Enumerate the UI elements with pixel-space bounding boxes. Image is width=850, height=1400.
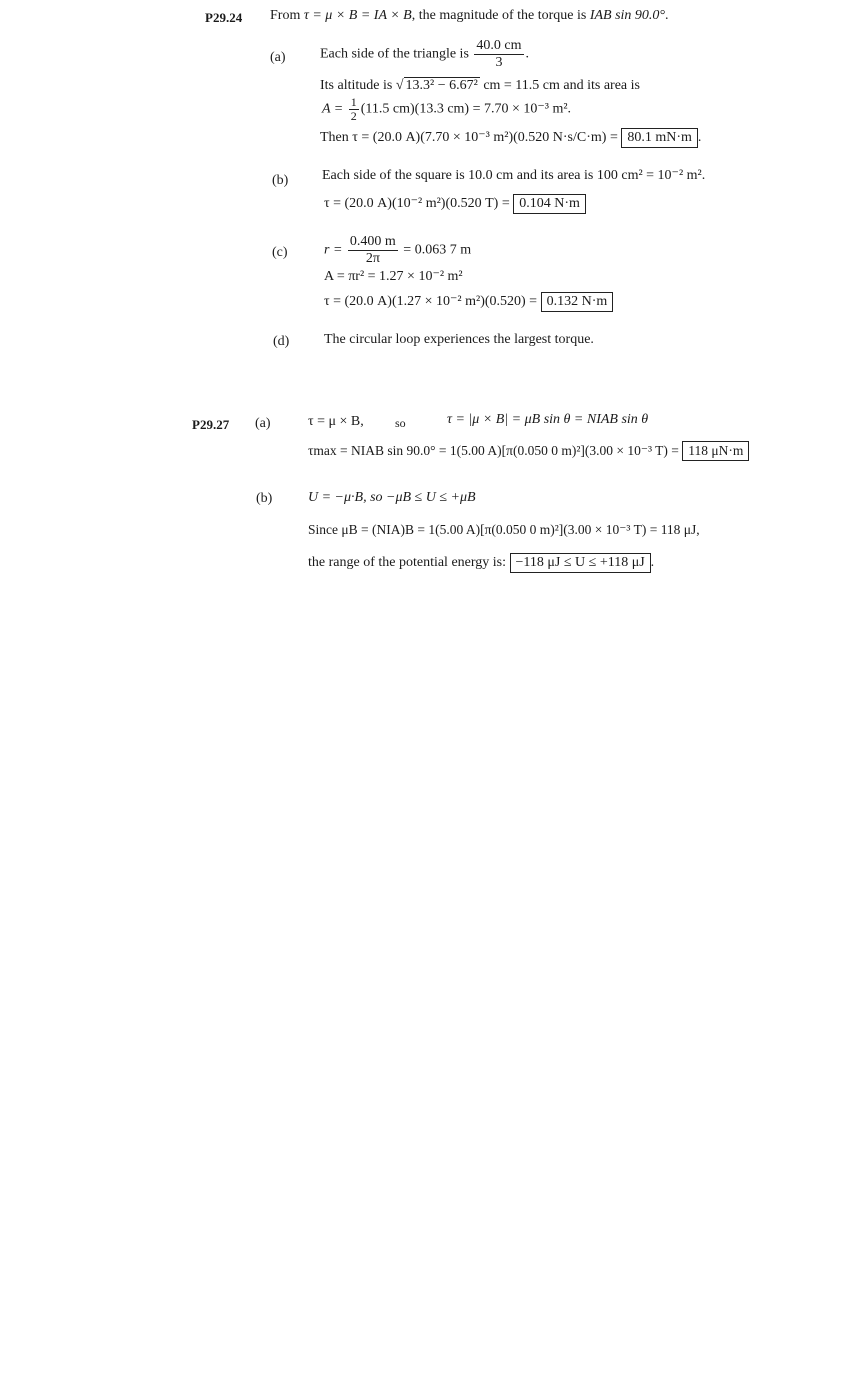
p2924-c-line1-lhs: r = — [324, 242, 346, 258]
p2927-a-line1-left: τ = μ × B, — [308, 414, 364, 429]
p2924-c-line2: A = πr² = 1.27 × 10⁻² m² — [324, 269, 463, 284]
p2924-part-c-label: (c) — [272, 245, 288, 260]
p2924-b-answer-box: 0.104 N·m — [513, 194, 586, 214]
p2927-a-line2 — [308, 441, 749, 461]
p2924-a-line2 — [320, 76, 640, 96]
p2924-intro-eq: τ = μ × B = IA × B — [303, 8, 412, 23]
p2924-c-line1-rhs: = 0.063 7 m — [399, 242, 472, 258]
p2927-a-line1-right: τ = |μ × B| = μB sin θ = NIAB sin θ — [447, 412, 649, 427]
p2924-a-line1 — [320, 38, 529, 71]
p2924-a-line4-end: . — [697, 130, 702, 145]
p2924-a-line1-fraction — [474, 38, 523, 71]
p2927-a-line2-pre: τmax = NIAB sin 90.0° = 1(5.00 A)[π(0.050 0 m)²](3.00 × 10⁻³ T) = — [308, 443, 683, 458]
p2924-a-line1-numerator: 40.0 cm — [476, 38, 522, 53]
p2927-b-line2: Since μB = (NIA)B = 1(5.00 A)[π(0.050 0 m)²](3.00 × 10⁻³ T) = 118 μJ, — [308, 522, 700, 537]
p2924-a-line2-pre: Its altitude is — [320, 78, 396, 93]
p2924-intro-expr: IAB sin 90.0° — [589, 8, 666, 23]
p2924-a-answer-box: 80.1 mN·m — [621, 128, 698, 148]
p2924-b-line1: Each side of the square is 10.0 cm and its area is 100 cm² = 10⁻² m². — [322, 168, 706, 183]
p2924-a-line1-text: Each side of the triangle is — [320, 46, 473, 62]
sqrt-sign-icon: √ — [395, 78, 404, 93]
p2924-c-answer-box: 0.132 N·m — [541, 292, 614, 312]
p2924-b-line2-pre: τ = (20.0 A)(10⁻² m²)(0.520 T) = — [324, 196, 514, 211]
p2927-b-line1: U = −μ·B, so −μB ≤ U ≤ +μB — [308, 490, 476, 505]
p2924-c-line1-fraction — [348, 234, 398, 267]
p2924-a-line3-lhs: A = — [322, 101, 347, 117]
p2924-intro-end: . — [665, 8, 669, 23]
p2927-b-line3-pre: the range of the potential energy is: — [308, 555, 510, 570]
problem-number-p2924: P29.24 — [205, 10, 243, 25]
p2927-a-answer-box: 118 μN·m — [682, 441, 749, 461]
p2924-c-line3 — [324, 292, 613, 312]
p2924-a-line3-fraction — [349, 96, 359, 123]
p2924-intro-post: , the magnitude of the torque is — [411, 8, 590, 23]
p2924-a-line2-post: cm = 11.5 cm and its area is — [479, 78, 640, 93]
p2924-c-line1-numerator: 0.400 m — [349, 234, 396, 249]
p2924-d-text: The circular loop experiences the largest torque. — [324, 332, 594, 347]
p2924-part-b-label: (b) — [272, 173, 289, 188]
p2924-c-line1 — [324, 234, 471, 267]
p2924-intro — [270, 6, 669, 26]
p2924-c-line1-denominator: 2π — [365, 251, 380, 266]
p2924-intro-pre: From — [270, 8, 304, 23]
p2927-part-b-label: (b) — [256, 491, 273, 506]
p2924-part-a-label: (a) — [270, 50, 286, 65]
p2924-a-line1-denominator: 3 — [495, 55, 503, 70]
p2927-part-a-label: (a) — [255, 416, 271, 431]
p2924-a-line1-end: . — [525, 46, 530, 62]
p2927-a-line1-so: so — [395, 416, 406, 430]
p2924-b-line2 — [324, 194, 586, 214]
p2924-a-line3-numerator: 1 — [350, 95, 357, 109]
problem-number-p2927: P29.27 — [192, 417, 230, 432]
p2924-a-line3-rhs: (11.5 cm)(13.3 cm) = 7.70 × 10⁻³ m². — [360, 101, 572, 117]
p2924-a-line3-denominator: 2 — [350, 109, 357, 123]
p2924-a-line4-pre: Then τ = (20.0 A)(7.70 × 10⁻³ m²)(0.520 N·s/C·m) = — [320, 130, 622, 145]
p2924-a-line2-radicand: 13.3² − 6.67² — [405, 78, 478, 93]
p2927-b-line3-end: . — [650, 555, 655, 570]
p2924-a-line3 — [322, 96, 571, 123]
p2924-part-d-label: (d) — [273, 334, 290, 349]
p2924-a-line4 — [320, 128, 701, 148]
p2927-b-answer-box: −118 μJ ≤ U ≤ +118 μJ — [510, 553, 651, 573]
p2927-b-line3 — [308, 553, 654, 573]
p2924-c-line3-pre: τ = (20.0 A)(1.27 × 10⁻² m²)(0.520) = — [324, 294, 541, 309]
